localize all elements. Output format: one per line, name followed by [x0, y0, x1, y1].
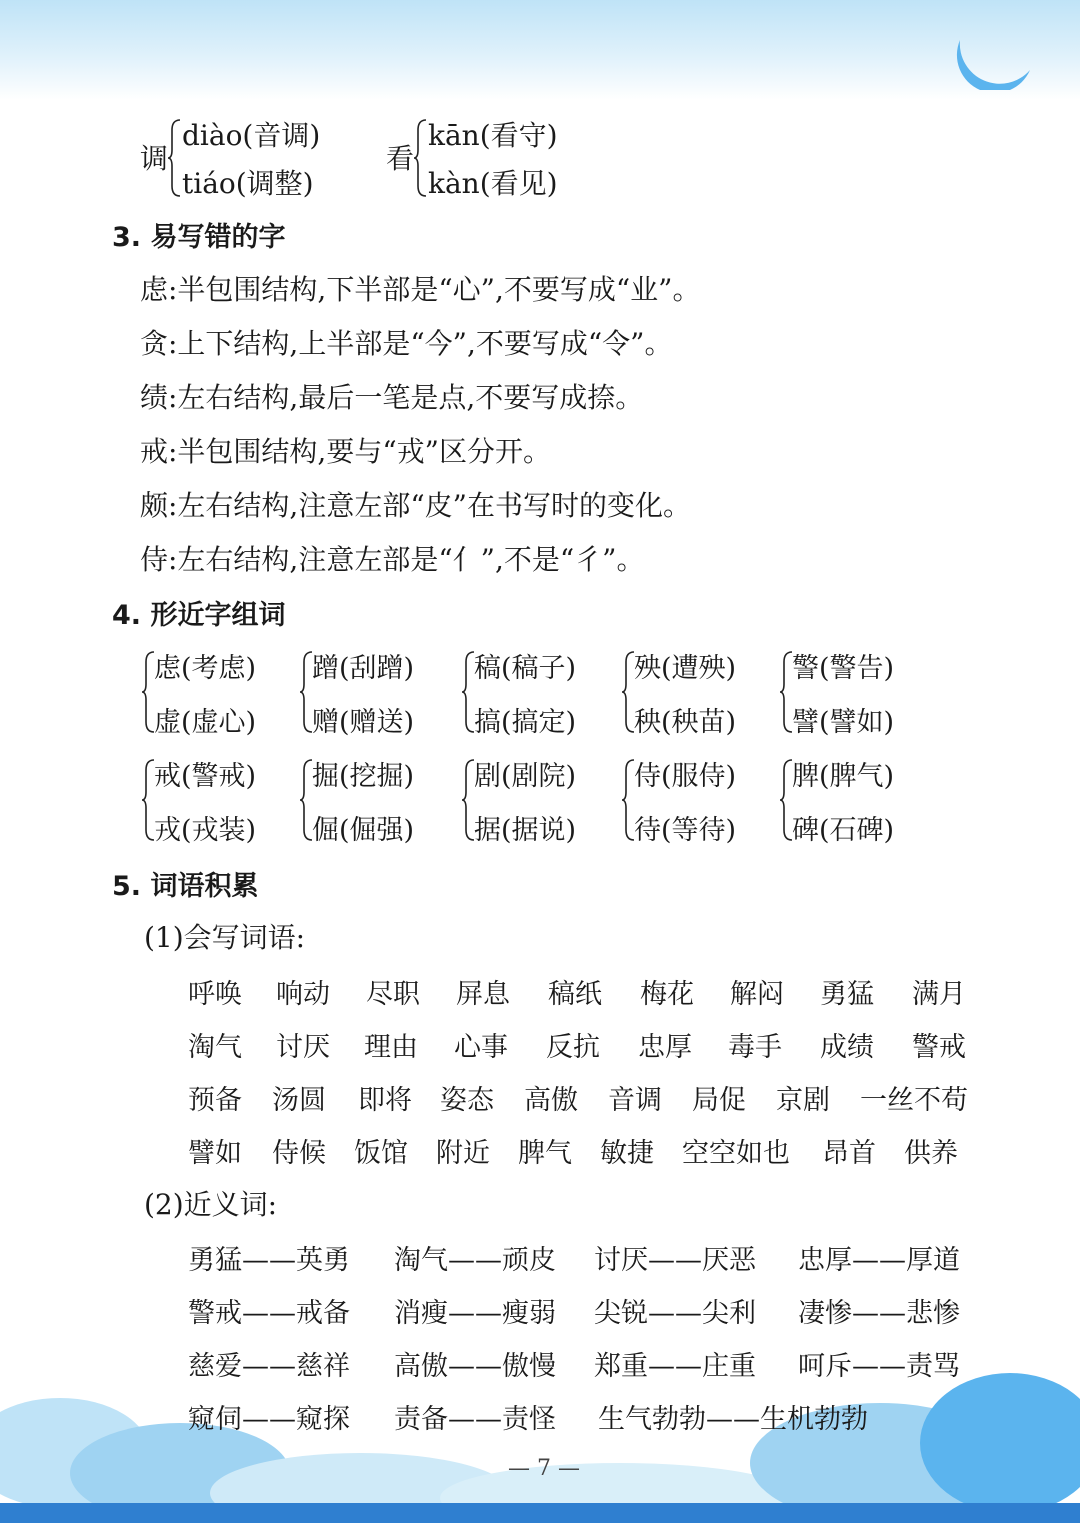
similar-char-word: 秧(秧苗) [634, 707, 737, 738]
polyphone-reading: kān(看守) [428, 119, 558, 152]
similar-char-word: 侍(服侍) [634, 761, 737, 792]
synonym-pair: 淘气——顽皮 [394, 1245, 556, 1276]
vocab-word: 稿纸 [548, 979, 602, 1010]
synonym-pair: 高傲——傲慢 [394, 1351, 556, 1382]
synonym-pair: 郑重——庄重 [594, 1351, 756, 1382]
vocab-word: 理由 [364, 1032, 418, 1063]
similar-char-word: 赠(赠送) [312, 707, 415, 738]
vocab-word: 空空如也 [682, 1138, 790, 1169]
vocab-word: 忠厚 [638, 1032, 692, 1063]
section-title-3: 3. 易写错的字 [112, 222, 286, 253]
vocab-word: 淘气 [188, 1032, 242, 1063]
vocab-word: 供养 [904, 1138, 958, 1169]
vocab-word: 音调 [608, 1085, 662, 1116]
rule-line: 戒:半包围结构,要与“戎”区分开。 [140, 435, 551, 468]
rule-line: 绩:左右结构,最后一笔是点,不要写成捺。 [140, 381, 644, 414]
vocab-word: 屏息 [456, 979, 510, 1010]
section-title-5: 5. 词语积累 [112, 871, 259, 902]
similar-char-word: 脾(脾气) [792, 761, 895, 792]
vocab-word: 呼唤 [188, 979, 242, 1010]
vocab-word: 梅花 [640, 979, 694, 1010]
similar-char-word: 搞(搞定) [474, 707, 577, 738]
similar-char-word: 戎(戎装) [154, 815, 257, 846]
vocab-word: 警戒 [912, 1032, 966, 1063]
similar-char-word: 待(等待) [634, 815, 737, 846]
synonym-pair: 勇猛——英勇 [188, 1245, 350, 1276]
synonym-pair: 警戒——戒备 [188, 1298, 350, 1329]
synonym-pair: 慈爱——慈祥 [188, 1351, 350, 1382]
vocab-word: 侍候 [272, 1138, 326, 1169]
synonym-pair: 尖锐——尖利 [594, 1298, 756, 1329]
synonym-pair: 消瘦——瘦弱 [394, 1298, 556, 1329]
vocab-word: 附近 [436, 1138, 490, 1169]
similar-char-word: 虚(虚心) [154, 707, 257, 738]
synonym-pair: 凄惨——悲惨 [798, 1298, 960, 1329]
vocab-word: 敏捷 [600, 1138, 654, 1169]
similar-char-word: 稿(稿子) [474, 653, 577, 684]
subsection-label: (2)近义词: [144, 1188, 278, 1221]
subsection-label: (1)会写词语: [144, 921, 306, 954]
similar-char-word: 掘(挖掘) [312, 761, 415, 792]
vocab-word: 脾气 [518, 1138, 572, 1169]
similar-char-word: 倔(倔强) [312, 815, 415, 846]
vocab-word: 反抗 [546, 1032, 600, 1063]
bottom-cloud-scene [0, 1363, 1080, 1523]
similar-char-word: 戒(警戒) [154, 761, 257, 792]
vocab-word: 饭馆 [354, 1138, 408, 1169]
synonym-pair: 窥伺——窥探 [188, 1404, 350, 1435]
similar-char-word: 碑(石碑) [792, 815, 895, 846]
synonym-pair: 责备——责怪 [394, 1404, 556, 1435]
page-number: — 7 — [508, 1456, 580, 1481]
synonym-pair: 呵斥——责骂 [798, 1351, 960, 1382]
synonym-pair: 生气勃勃——生机勃勃 [598, 1404, 868, 1435]
polyphone-reading: kàn(看见) [428, 167, 558, 200]
vocab-word: 满月 [912, 979, 966, 1010]
vocab-word: 心事 [454, 1032, 508, 1063]
moon-icon [950, 20, 1040, 90]
similar-char-word: 虑(考虑) [154, 653, 257, 684]
vocab-word: 京剧 [776, 1085, 830, 1116]
similar-char-word: 殃(遭殃) [634, 653, 737, 684]
similar-char-word: 据(据说) [474, 815, 577, 846]
vocab-word: 成绩 [820, 1032, 874, 1063]
top-sky-banner [0, 0, 1080, 100]
vocab-word: 汤圆 [272, 1085, 326, 1116]
vocab-word: 毒手 [728, 1032, 782, 1063]
similar-char-word: 蹭(刮蹭) [312, 653, 415, 684]
synonym-pair: 忠厚——厚道 [798, 1245, 960, 1276]
polyphone-reading: diào(音调) [182, 119, 321, 152]
section-title-4: 4. 形近字组词 [112, 600, 286, 631]
vocab-word: 局促 [692, 1085, 746, 1116]
brace-icon [168, 118, 182, 198]
polyphone-reading: tiáo(调整) [182, 167, 314, 200]
vocab-word: 昂首 [822, 1138, 876, 1169]
similar-char-word: 警(警告) [792, 653, 895, 684]
rule-line: 颇:左右结构,注意左部“皮”在书写时的变化。 [140, 489, 691, 522]
similar-char-word: 譬(譬如) [792, 707, 895, 738]
similar-char-word: 剧(剧院) [474, 761, 577, 792]
vocab-word: 高傲 [524, 1085, 578, 1116]
rule-line: 虑:半包围结构,下半部是“心”,不要写成“业”。 [140, 273, 701, 306]
vocab-word: 譬如 [188, 1138, 242, 1169]
vocab-word: 姿态 [440, 1085, 494, 1116]
rule-line: 贪:上下结构,上半部是“今”,不要写成“令”。 [140, 327, 673, 360]
vocab-word: 即将 [358, 1085, 412, 1116]
brace-icon [414, 118, 428, 198]
vocab-word: 讨厌 [276, 1032, 330, 1063]
rule-line: 侍:左右结构,注意左部是“亻”,不是“彳”。 [140, 543, 645, 576]
polyphone-char-diao: 调 [140, 142, 169, 175]
vocab-word: 预备 [188, 1085, 242, 1116]
synonym-pair: 讨厌——厌恶 [594, 1245, 756, 1276]
vocab-word: 勇猛 [820, 979, 874, 1010]
vocab-word: 解闷 [730, 979, 784, 1010]
vocab-word: 响动 [276, 979, 330, 1010]
vocab-word: 尽职 [366, 979, 420, 1010]
polyphone-char-kan: 看 [386, 142, 415, 175]
vocab-word: 一丝不苟 [860, 1085, 968, 1116]
